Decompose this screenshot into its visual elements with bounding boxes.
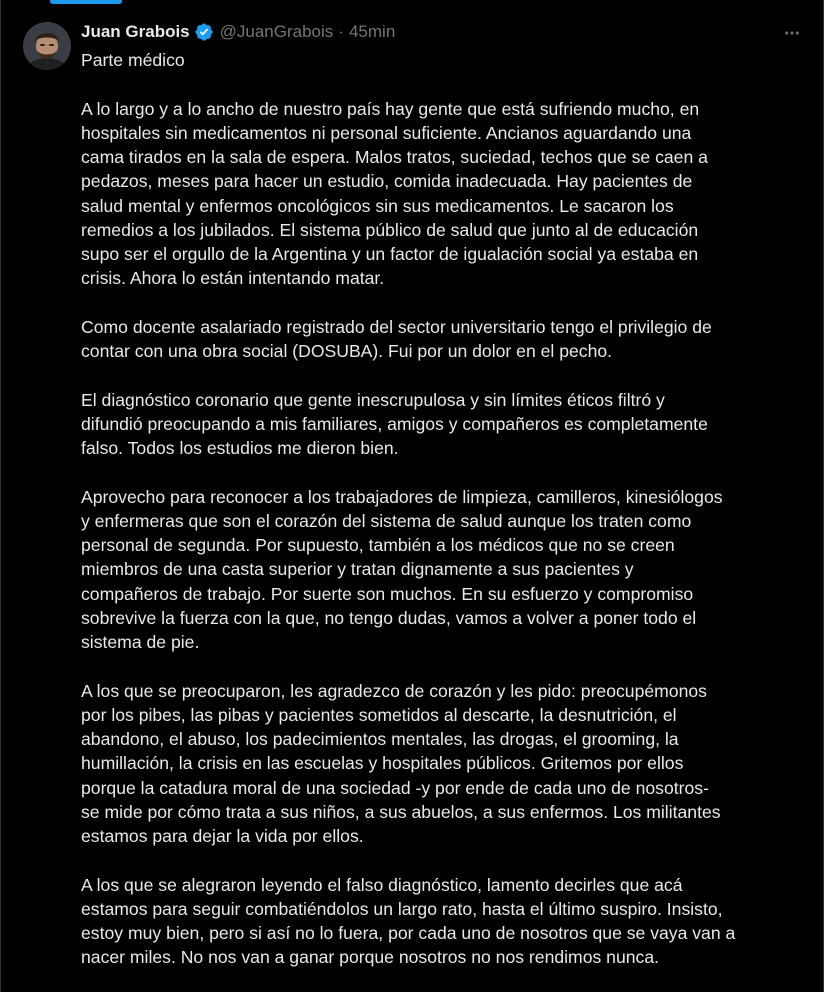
author-name[interactable]: Juan Grabois: [81, 22, 190, 41]
avatar[interactable]: [23, 22, 71, 70]
tweet-paragraph: Aprovecho para reconocer a los trabajadores de limpieza, camilleros, kinesiólogos y enfermeras que son el corazón del sistema de salud aunque los traten como personal de segunda. Por supuesto, también a los médicos que no se creen miembros de una casta superior y tratan dignamente a sus pacientes y compañeros de trabajo. Por suerte son muchos. En su esfuerzo y compromiso sobrevive la fuerza con la que, no tengo dudas, vamos a volver a poner todo el sistema de pie.: [81, 486, 723, 653]
more-horizontal-icon: [783, 24, 801, 42]
verified-badge-icon: [194, 22, 214, 42]
author-handle[interactable]: @JuanGrabois: [219, 22, 334, 41]
tweet-text: [81, 48, 811, 992]
tweet-header: [81, 20, 395, 44]
tweet-paragraph: Como docente asalariado registrado del sector universitario tengo el privilegio de contar con una obra social (DOSUBA). Fui por un dolor en el pecho.: [81, 316, 712, 362]
timestamp[interactable]: 45min: [348, 22, 396, 41]
avatar-image: [23, 22, 71, 70]
tweet-paragraph-title: Parte médico: [81, 50, 185, 70]
tweet-paragraph: A los que se preocuparon, les agradezco de corazón y les pido: preocupémonos por los pibes, las pibas y pacientes sometidos al descarte, la desnutrición, el abandono, el abuso, los padecimientos mentales, las drogas, el grooming, la humillación, la crisis en las escuelas y hospitales públicos. Gritemos por ellos porque la catadura moral de una sociedad -y por ende de cada uno de nosotros- se mide por cómo trata a sus niños, a sus abuelos, a sus enfermos. Los militantes estamos para dejar la vida por ellos.: [81, 680, 721, 846]
tweet-paragraph: A los que se alegraron leyendo el falso diagnóstico, lamento decirles que acá estamos para seguir combatiéndolos un largo rato, hasta el último suspiro. Insisto, estoy muy bien, pero si así no lo fuera, por cada uno de nosotros que se vaya van a nacer miles. No nos van a ganar porque nosotros no nos rendimos nunca.: [81, 874, 736, 968]
tweet-paragraph: A lo largo y a lo ancho de nuestro país hay gente que está sufriendo mucho, en hospitales sin medicamentos ni personal suficiente. Ancianos aguardando una cama tirados en la sala de espera. Malos tratos, suciedad, techos que se caen a pedazos, meses para hacer un estudio, comida inadecuada. Hay pacientes de salud mental y enfermos oncológicos sin sus medicamentos. Le sacaron los remedios a los jubilados. El sistema público de salud que junto al de educación supo ser el orgullo de la Argentina y un factor de igualación social ya estaba en crisis. Ahora lo están intentando matar.: [81, 98, 708, 289]
more-options-button[interactable]: [781, 22, 803, 44]
separator-dot: ·: [338, 22, 344, 41]
tweet-paragraph: El diagnóstico coronario que gente inescrupulosa y sin límites éticos filtró y difundió preocupando a mis familiares, amigos y compañeros es completamente falso. Todos los estudios me dieron bien.: [81, 389, 708, 459]
